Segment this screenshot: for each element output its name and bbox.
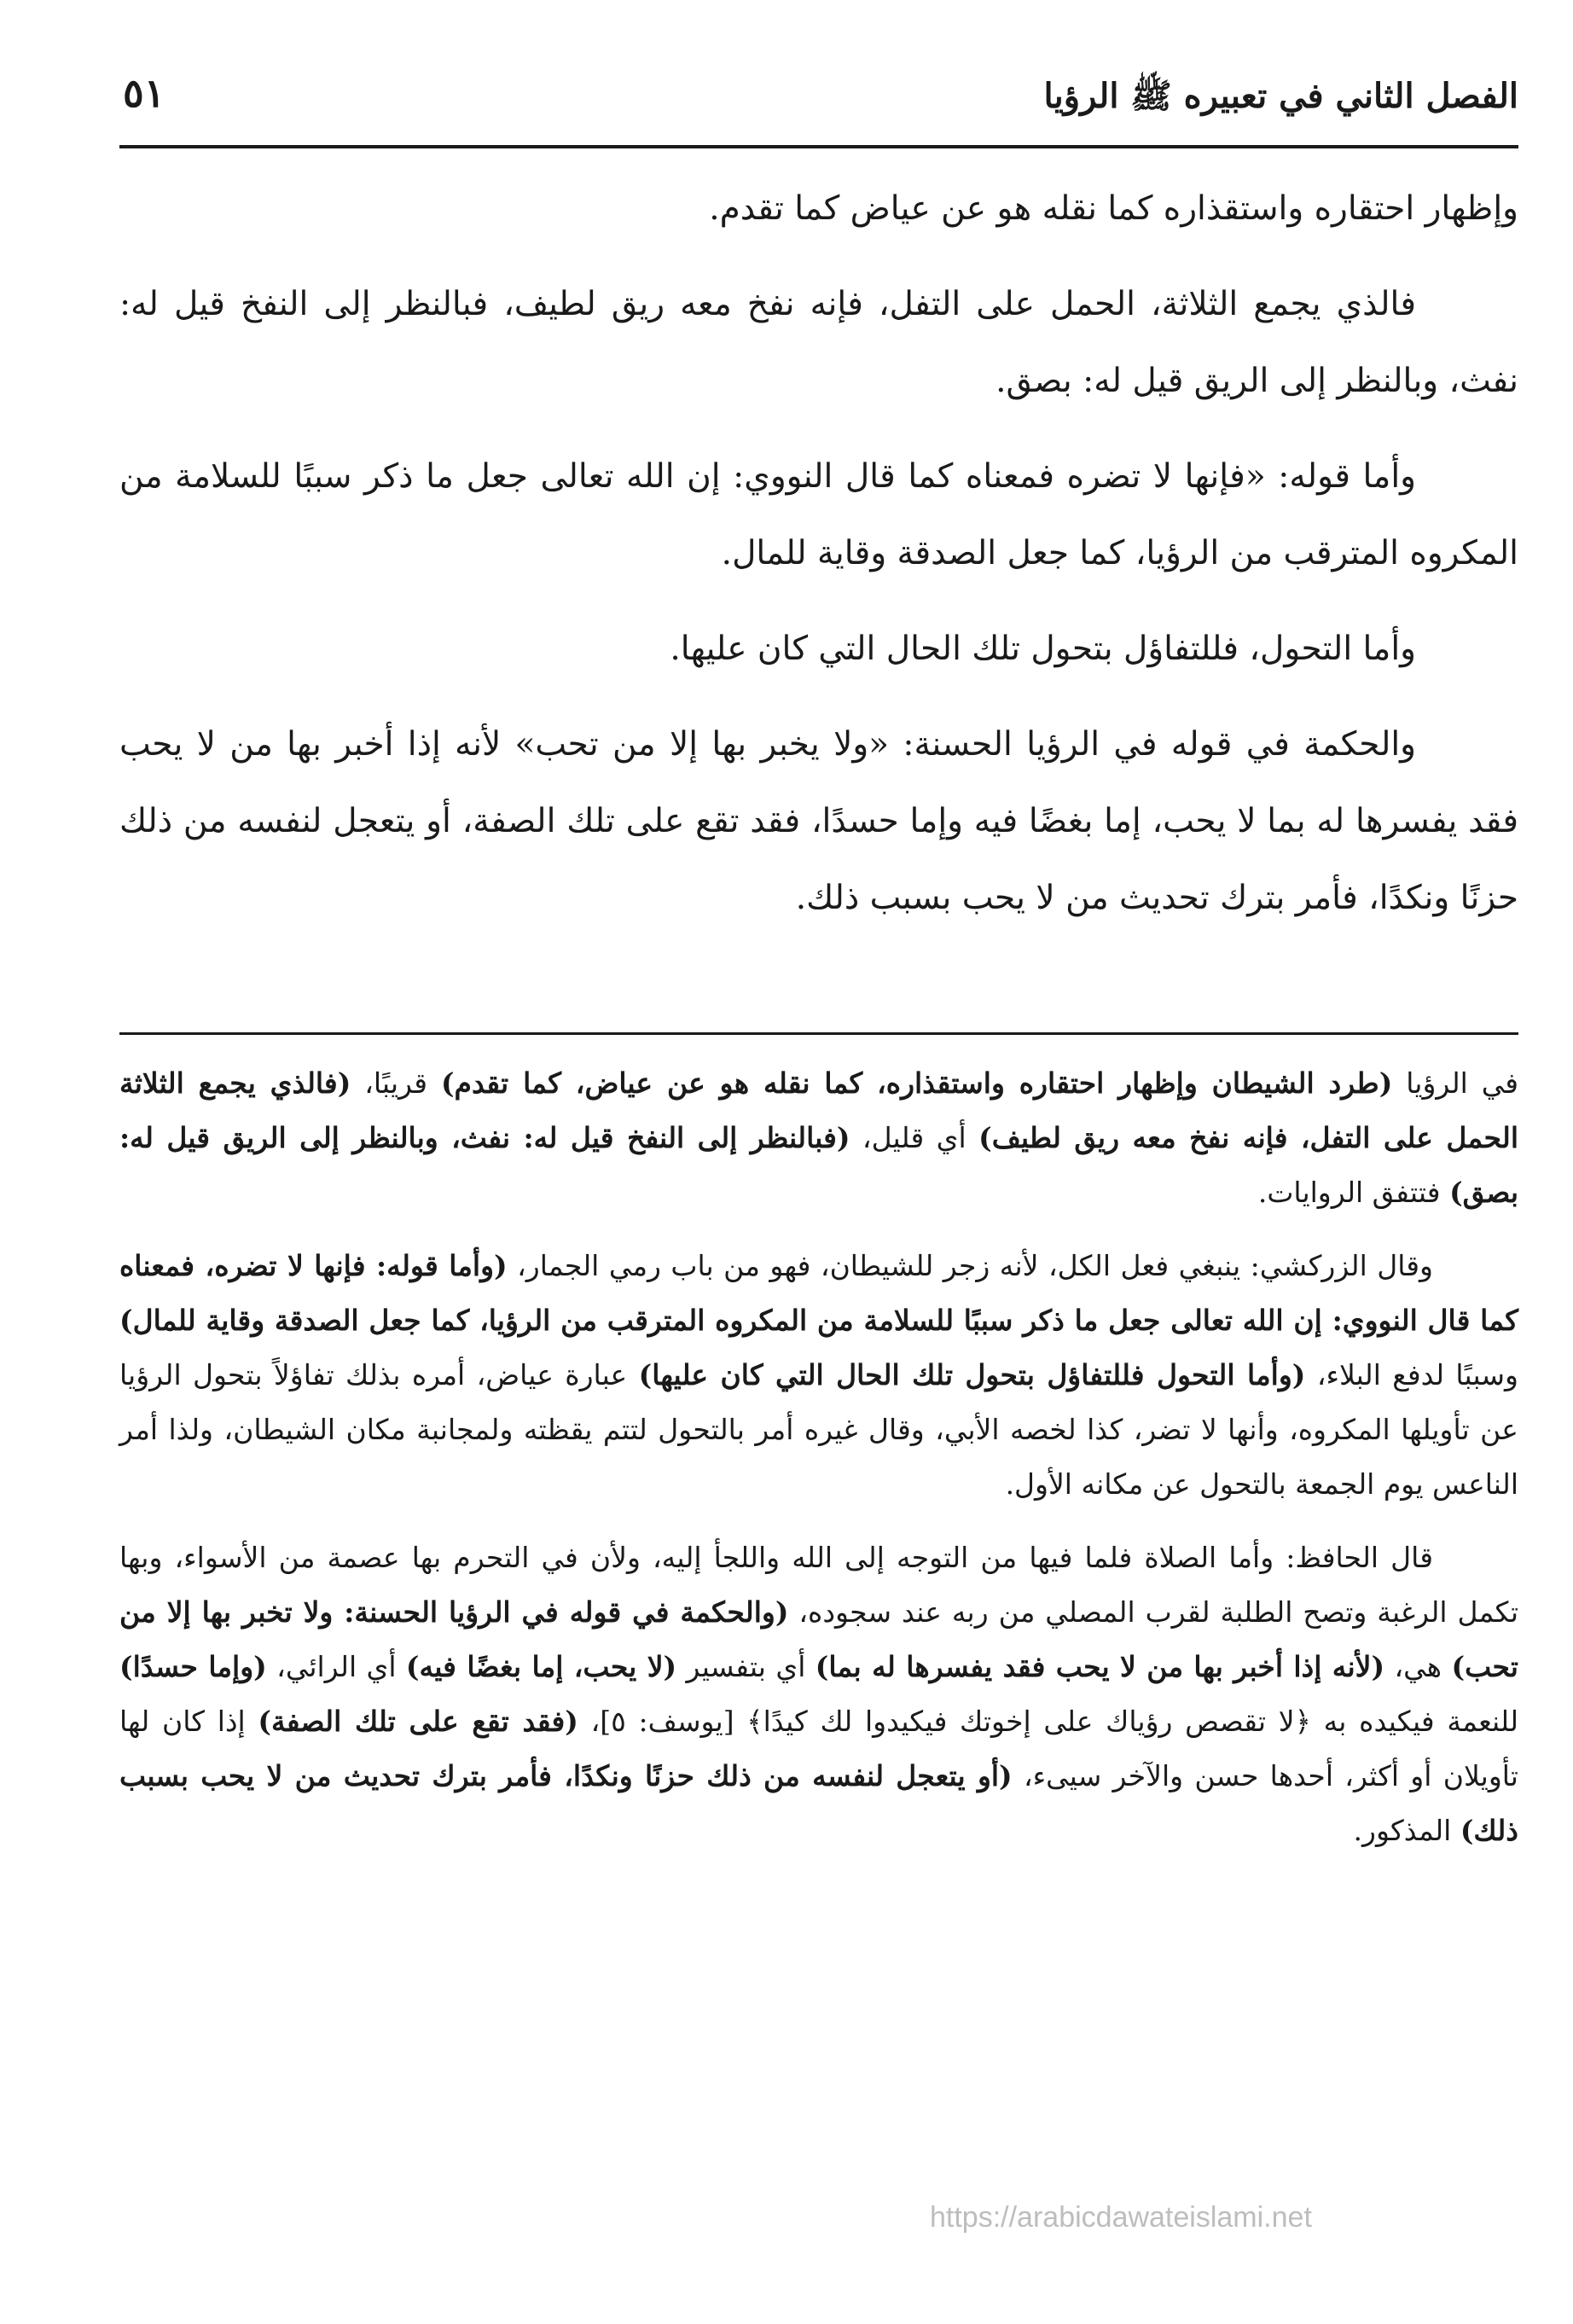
commentary-paragraph-1 [119,1056,1518,1220]
quoted-matn: (وأما قوله: فإنها لا تضره، فمعناه كما قال النووي: إن الله تعالى جعل ما ذكر سببًا للسلامة من المكروه المترقب من الرؤيا، كما جعل الصدقة وقاية للمال) [119,1249,1518,1337]
quoted-matn: (وأما التحول فللتفاؤل بتحول تلك الحال التي كان عليها) [638,1358,1306,1391]
main-paragraph-5: والحكمة في قوله في الرؤيا الحسنة: «ولا يخبر بها إلا من تحب» لأنه إذا أخبر بها من لا يحب فقد يفسرها له بما لا يحب، إما بغضًا فيه وإما حسدًا، فقد تقع على تلك الصفة، أو يتعجل لنفسه من ذلك حزنًا ونكدًا، فأمر بترك تحديث من لا يحب بسبب ذلك. [119,725,1518,917]
commentary-text: في الرؤيا [1392,1066,1518,1100]
commentary-block [119,1056,1518,1877]
commentary-text: أي بتفسير [676,1650,816,1683]
quoted-matn: (لا يحب، إما بغضًا فيه) [405,1650,677,1683]
commentary-text: عبارة عياض، أمره بذلك تفاؤلاً بتحول الرؤيا عن تأويلها المكروه، وأنها لا تضر، كذا لخصه الأبي، وقال غيره أمر بالتحول لتتم يقظته ولمجانبة مكان الشيطان، ولذا أمر الناعس يوم الجمعة بالتحول عن مكانه الأول. [119,1358,1518,1501]
commentary-text: أي الرائي، [266,1650,406,1683]
watermark-url: https://arabicdawateislami.net [930,2201,1312,2234]
main-paragraph-1: وإظهار احتقاره واستقذاره كما نقله هو عن عياض كما تقدم. [709,189,1518,228]
quoted-matn: (لأنه إذا أخبر بها من لا يحب فقد يفسرها له بما) [815,1650,1385,1683]
commentary-text: وسببًا لدفع البلاء، [1305,1358,1518,1391]
quoted-matn: (والحكمة في قوله في الرؤيا الحسنة: ولا تخبر بها إلا من تحب) [119,1595,1518,1683]
quoted-matn: (فبالنظر إلى النفخ قيل له: نفث، وبالنظر إلى الريق قيل له: بصق) [119,1121,1518,1209]
main-text-block [119,171,1518,956]
chapter-title: الفصل الثاني في تعبيره ﷺ الرؤيا [1043,76,1518,116]
quoted-matn: (فقد تقع على تلك الصفة) [258,1705,578,1738]
commentary-text: قريبًا، [351,1066,441,1100]
commentary-text: المذكور. [1353,1814,1460,1847]
commentary-paragraph-3 [119,1531,1518,1858]
page-number: ٥١ [123,70,165,116]
commentary-text: هي، [1384,1650,1452,1683]
main-paragraph-2: فالذي يجمع الثلاثة، الحمل على التفل، فإنه نفخ معه ريق لطيف، فبالنظر إلى النفخ قيل له: نفث، وبالنظر إلى الريق قيل له: بصق. [119,285,1518,400]
commentary-text: فتتفق الروايات. [1257,1176,1450,1209]
commentary-text: أي قليل، [850,1121,979,1154]
main-paragraph-3: وأما قوله: «فإنها لا تضره فمعناه كما قال النووي: إن الله تعالى جعل ما ذكر سببًا للسلامة من المكروه المترقب من الرؤيا، كما جعل الصدقة وقاية للمال. [119,457,1518,572]
quoted-matn: (فالذي يجمع الثلاثة الحمل على التفل، فإنه نفخ معه ريق لطيف) [119,1066,1518,1154]
quoted-matn: (أو يتعجل لنفسه من ذلك حزنًا ونكدًا، فأمر بترك تحديث من لا يحب بسبب ذلك) [119,1759,1518,1847]
quoted-matn: (وإما حسدًا) [119,1650,267,1683]
commentary-text: قال الحافظ: وأما الصلاة فلما فيها من التوجه إلى الله واللجأ إليه، ولأن في التحرم بها عصمة من الأسواء، وبها تكمل الرغبة وتصح الطلبة لقرب المصلي من ربه عند سجوده، [119,1541,1518,1629]
commentary-text: إذا كان لها تأويلان أو أكثر، أحدها حسن والآخر سيىء، [119,1705,1518,1792]
main-paragraph-4: وأما التحول، فللتفاؤل بتحول تلك الحال التي كان عليها. [670,630,1416,668]
header-divider [119,145,1518,148]
commentary-divider [119,1032,1518,1035]
commentary-text: للنعمة فيكيده به ﴿لا تقصص رؤياك على إخوتك فيكيدوا لك كيدًا﴾ [يوسف: ٥]، [578,1705,1518,1738]
quoted-matn: (طرد الشيطان وإظهار احتقاره واستقذاره، كما نقله هو عن عياض، كما تقدم) [440,1066,1393,1100]
commentary-paragraph-2 [119,1239,1518,1512]
commentary-text: وقال الزركشي: ينبغي فعل الكل، لأنه زجر للشيطان، فهو من باب رمي الجمار، [507,1249,1433,1282]
page-header [119,60,1518,145]
